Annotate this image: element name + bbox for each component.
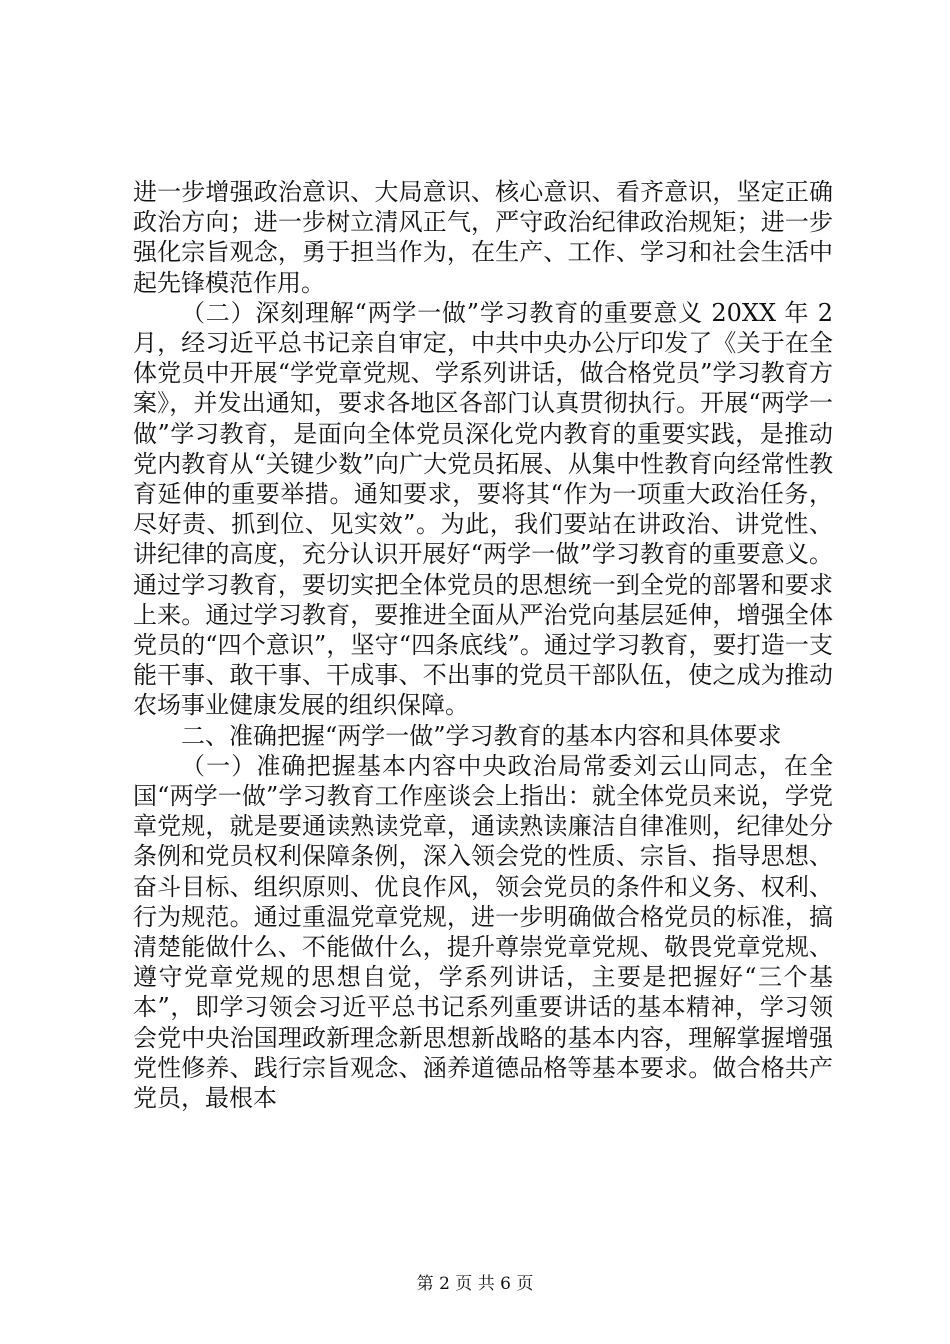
paragraph-continuation: 进一步增强政治意识、大局意识、核心意识、看齐意识，坚定正确政治方向；进一步树立清风正气，严守政治纪律政治规矩；进一步强化宗旨观念，勇于担当作为，在生产、工作、学习和社会生活中起先锋模范作用。 [133,178,833,297]
paragraph-section-significance: （二）深刻理解“两学一做”学习教育的重要意义 20XX 年 2 月，经习近平总书记亲自审定，中共中央办公厅印发了《关于在全体党员中开展“学党章党规、学系列讲话，做合格党员”学习教育方案》，并发出通知，要求各地区各部门认真贯彻执行。开展“两学一做”学习教育，是面向全体党员深化党内教育的重要实践，是推动党内教育从“关键少数”向广大党员拓展、从集中性教育向经常性教育延伸的重要举措。通知要求，要将其“作为一项重大政治任务，尽好责、抓到位、见实效”。为此，我们要站在讲政治、讲党性、讲纪律的高度，充分认识开展好“两学一做”学习教育的重要意义。通过学习教育，要切实把全体党员的思想统一到全党的部署和要求上来。通过学习教育，要推进全面从严治党向基层延伸，增强全体党员的“四个意识”，坚守“四条底线”。通过学习教育，要打造一支能干事、敢干事、干成事、不出事的党员干部队伍，使之成为推动农场事业健康发展的组织保障。 [133,298,833,720]
paragraph-basic-content: （一）准确把握基本内容中央政治局常委刘云山同志，在全国“两学一做”学习教育工作座谈会上指出：就全体党员来说，学党章党规，就是要通读熟读党章，通读熟读廉洁自律准则，纪律处分条例和党员权利保障条例，深入领会党的性质、宗旨、指导思想、奋斗目标、组织原则、优良作风，领会党员的条件和义务、权利、行为规范。通过重温党章党规，进一步明确做合格党员的标准，搞清楚能做什么、不能做什么，提升尊崇党章党规、敬畏党章党规、遵守党章党规的思想自觉，学系列讲话，主要是把握好“三个基本”，即学习领会习近平总书记系列重要讲话的基本精神，学习领会党中央治国理政新理念新思想新战略的基本内容，理解掌握增强党性修养、践行宗旨观念、涵养道德品格等基本要求。做合格共产党员，最根本 [133,751,833,1113]
page-number-footer: 第 2 页 共 6 页 [416,1274,534,1294]
document-body [133,177,833,1113]
section-heading-two: 二、准确把握“两学一做”学习教育的基本内容和具体要求 [181,721,782,750]
